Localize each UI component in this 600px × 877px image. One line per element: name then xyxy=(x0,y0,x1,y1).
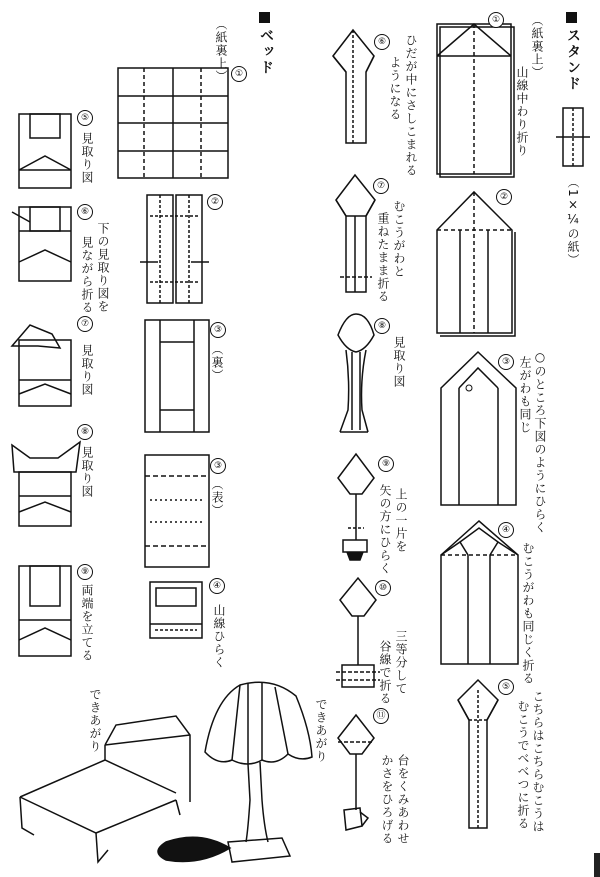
bed-step-6-instruction-1: 下の見取り図を xyxy=(96,222,110,313)
bed-step-5-diagram xyxy=(19,114,71,188)
stand-step-11-instruction-1: 台をくみあわせ xyxy=(396,754,410,845)
bed-step-6-number: ⑥ xyxy=(77,204,93,220)
bed-step-9-diagram xyxy=(19,566,71,656)
stand-step-7-instruction-1: むこうがわと xyxy=(392,200,406,278)
stand-step-11-number: ⑪ xyxy=(373,708,389,724)
stand-step-6-instruction-1: ひだが中にさしこまれる xyxy=(404,34,418,177)
stand-step-4-diagram xyxy=(441,521,518,664)
stand-step-6-instruction-2: ようになる xyxy=(388,56,402,121)
bed-step-1-diagram xyxy=(118,68,228,178)
finished-lamp-illustration xyxy=(158,682,312,862)
stand-step-3-instruction-2: 左がわも同じ xyxy=(518,356,532,434)
bed-step-4-diagram xyxy=(150,582,202,638)
finished-bed-illustration xyxy=(20,716,190,862)
bed-step-3-back-note: （裏） xyxy=(210,343,224,382)
stand-step-7-number: ⑦ xyxy=(373,178,389,194)
stand-step-10-number: ⑩ xyxy=(375,580,391,596)
stand-step-5-instruction-2: むこうでべべつに折る xyxy=(516,700,530,830)
bed-step-7-instruction: 見取り図 xyxy=(80,344,94,396)
stand-step-5-instruction-1: こちらはこちらむこうは xyxy=(531,690,545,833)
stand-step-9-instruction-2: 矢の方にひらく xyxy=(378,484,392,575)
bed-step-8-instruction: 見取り図 xyxy=(80,446,94,498)
stand-step-6-diagram xyxy=(333,30,374,143)
bed-step-9-instruction: 両端を立てる xyxy=(80,584,94,662)
bed-step-3-front-note: （表） xyxy=(210,478,224,517)
stand-step-9-number: ⑨ xyxy=(378,456,394,472)
bed-step-5-instruction: 見取り図 xyxy=(80,132,94,184)
stand-step-3-diagram xyxy=(441,352,516,505)
stand-step-3-instruction-1: ○のところ下図のようにひらく xyxy=(533,350,547,534)
stand-step-7-diagram xyxy=(336,175,375,292)
stand-step-10-diagram xyxy=(336,578,380,687)
stand-step-9-diagram xyxy=(338,454,374,560)
stand-step-1-number: ① xyxy=(488,12,504,28)
stand-step-8-diagram xyxy=(338,314,374,432)
stand-step-2-diagram xyxy=(437,192,515,336)
section-title-bed: ベッド xyxy=(258,28,274,76)
bed-step-6-instruction-2: 見ながら折る xyxy=(80,236,94,314)
bed-step-4-number: ④ xyxy=(209,578,225,594)
stand-step-8-number: ⑧ xyxy=(374,318,390,334)
stand-step-8-instruction: 見取り図 xyxy=(392,336,406,388)
bed-step-3-back-number: ③ xyxy=(210,322,226,338)
bed-step-7-diagram xyxy=(12,325,71,406)
bed-step-6-diagram xyxy=(12,207,71,281)
stand-step-11-instruction-2: かさをひろげる xyxy=(380,754,394,845)
stand-paper-note: （1×¼の紙） xyxy=(566,176,580,267)
bed-step-3-back-diagram xyxy=(145,320,209,432)
bed-step-8-diagram xyxy=(12,442,80,526)
stand-step-3-number: ③ xyxy=(498,354,514,370)
bed-step-3-front-diagram xyxy=(145,455,209,567)
stand-step-5-diagram xyxy=(458,680,498,828)
stand-step-7-instruction-2: 重ねたまま折る xyxy=(376,212,390,303)
stand-step-4-instruction: むこうがわも同じく折る xyxy=(521,542,535,685)
stand-step-10-instruction-1: 三等分して xyxy=(394,630,408,695)
page-edge-mark xyxy=(594,853,600,877)
bed-step-9-number: ⑨ xyxy=(77,564,93,580)
bed-step-2-number: ② xyxy=(207,194,223,210)
bed-step-8-number: ⑧ xyxy=(77,424,93,440)
stand-step-1-diagram xyxy=(437,24,514,177)
stand-step-4-number: ④ xyxy=(498,522,514,538)
stand-step-10-instruction-2: 谷線で折る xyxy=(378,640,392,705)
stand-step-5-number: ⑤ xyxy=(498,679,514,695)
stand-step-2-number: ② xyxy=(496,189,512,205)
bed-step-2-diagram xyxy=(140,195,209,303)
bed-step-7-number: ⑦ xyxy=(77,316,93,332)
section-title-stand: スタンド xyxy=(565,28,581,92)
bed-step-4-instruction: 山線ひらく xyxy=(212,604,226,669)
bed-step-3-front-number: ③ xyxy=(210,458,226,474)
stand-finished-label: できあがり xyxy=(314,698,328,763)
bed-step-1-number: ① xyxy=(231,66,247,82)
stand-step-6-number: ⑥ xyxy=(374,34,390,50)
stand-paper-strip xyxy=(556,108,590,166)
stand-step-1-instruction: 山線中わり折り xyxy=(515,66,529,157)
bed-step-1-note: （紙裏上） xyxy=(214,18,228,83)
stand-step-9-instruction-1: 上の一片を xyxy=(394,488,408,553)
stand-step-11-diagram xyxy=(338,715,374,830)
stand-step-1-note: （紙裏上） xyxy=(530,14,544,79)
bed-step-5-number: ⑤ xyxy=(77,110,93,126)
bed-finished-label: できあがり xyxy=(88,688,102,753)
